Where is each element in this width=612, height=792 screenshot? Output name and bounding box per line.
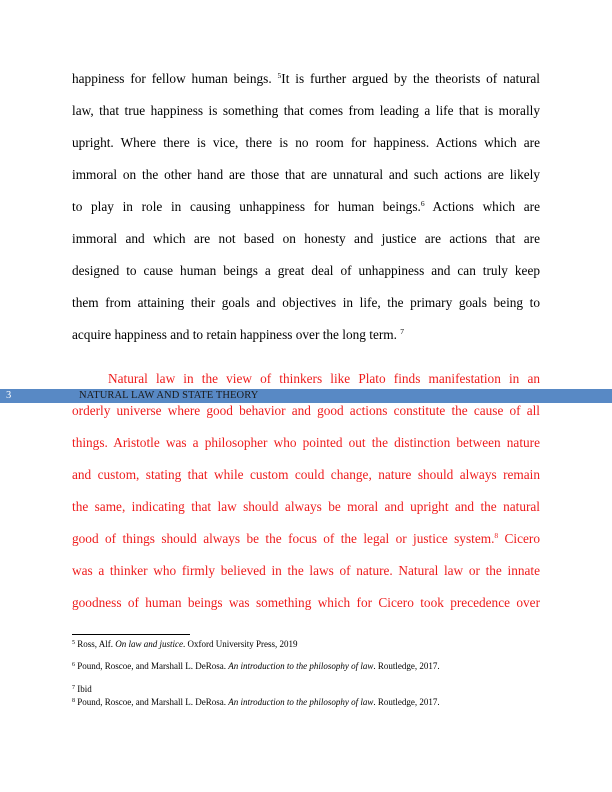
text-line: goodness of human beings was something which for Cicero took precedence over (72, 595, 540, 610)
footnote-5: $^5$ Ross, Alf. On law and justice. Oxford University Press, 2019 (72, 639, 298, 649)
text-line: them from attaining their goals and objectives in life, the primary goals being to (72, 295, 540, 310)
text-line: immoral and which are not based on honesty and justice are actions that are (72, 231, 540, 246)
text-line: Natural law in the view of thinkers like Plato finds manifestation in an (108, 371, 540, 386)
footnote-separator (72, 634, 190, 635)
text-line: happiness for fellow human beings. $^5$It is further argued by the theorists of natural (72, 71, 540, 86)
page-number: 3 (6, 390, 12, 401)
text-line: orderly universe where good behavior and good actions constitute the cause of all (72, 403, 540, 418)
footnote-ref[interactable]: 7 (400, 327, 405, 336)
text-line: the same, indicating that law should always be moral and upright and the natural (72, 499, 540, 514)
footnote-7: $^7$ Ibid (72, 684, 92, 694)
text-line: good of things should always be the focus of the legal or justice system.$^8$ Cicero (72, 531, 540, 546)
running-header-title: NATURAL LAW AND STATE THEORY (79, 390, 259, 401)
text-line: and custom, stating that while custom could change, nature should always remain (72, 467, 540, 482)
text-line: immoral on the other hand are those that are unnatural and such actions are likely (72, 167, 540, 182)
text-line: upright. Where there is vice, there is no room for happiness. Actions which are (72, 135, 540, 150)
text-line: things. Aristotle was a philosopher who pointed out the distinction between nature (72, 435, 540, 450)
footnote-ref[interactable]: 5 (277, 71, 282, 80)
text-line: was a thinker who firmly believed in the laws of nature. Natural law or the innate (72, 563, 540, 578)
footnote-ref[interactable]: 8 (494, 531, 499, 540)
footnote-ref[interactable]: 6 (420, 199, 425, 208)
footnote-8: $^8$ Pound, Roscoe, and Marshall L. DeRosa. An introduction to the philosophy of law. Routledge, 2017. (72, 697, 440, 707)
footnote-6: $^6$ Pound, Roscoe, and Marshall L. DeRosa. An introduction to the philosophy of law. Routledge, 2017. (72, 661, 440, 671)
text-line: acquire happiness and to retain happiness over the long term. $^7$ (72, 327, 405, 342)
text-line: to play in role in causing unhappiness for human beings.$^6$ Actions which are (72, 199, 540, 214)
text-line: designed to cause human beings a great deal of unhappiness and can truly keep (72, 263, 540, 278)
text-line: law, that true happiness is something that comes from leading a life that is morally (72, 103, 540, 118)
